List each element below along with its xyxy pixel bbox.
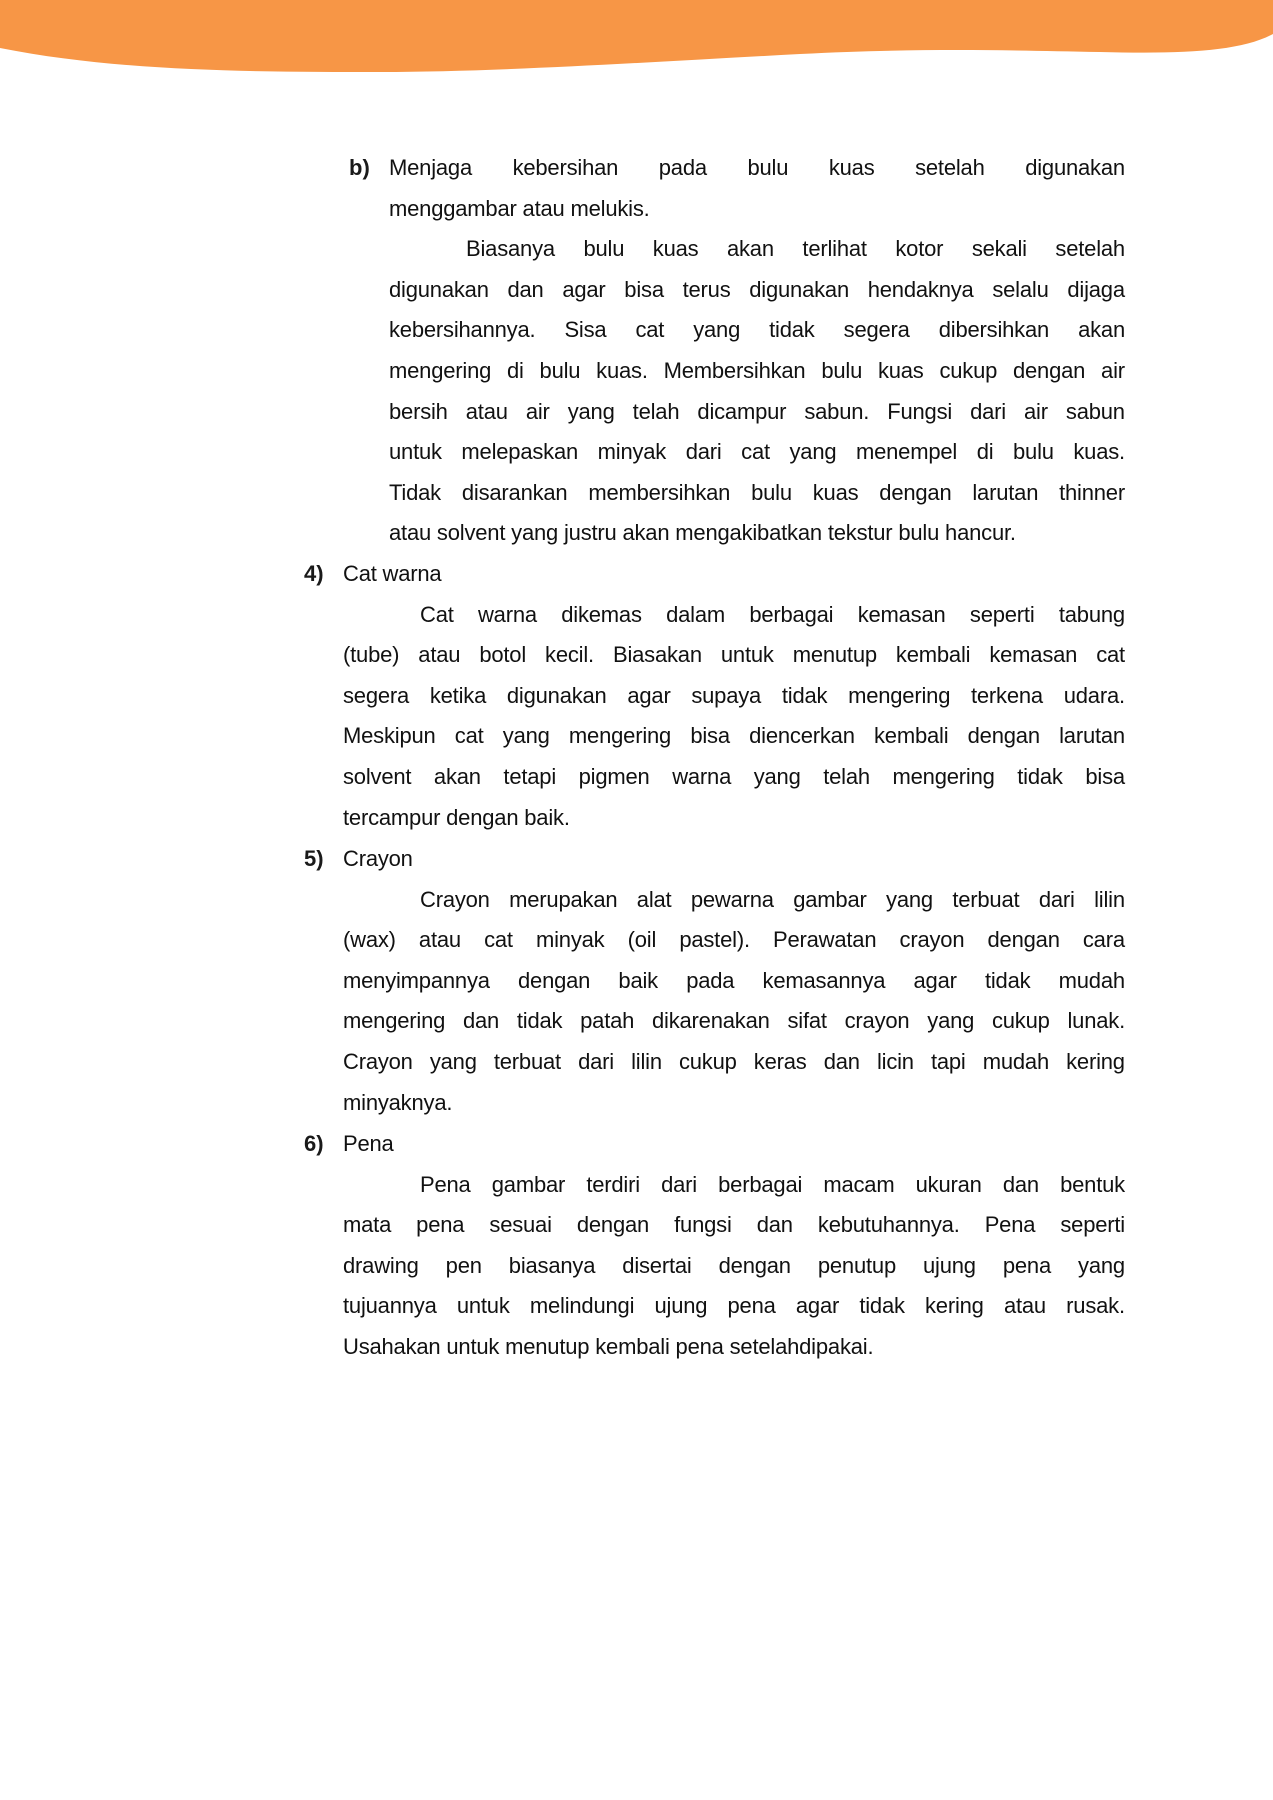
body-text-line: Cat warna dikemas dalam berbagai kemasan seperti tabung: [420, 601, 1125, 627]
body-text-line: Biasanya bulu kuas akan terlihat kotor sekali setelah: [466, 236, 1125, 262]
body-text-line: minyaknya.: [343, 1089, 453, 1115]
body-text-line: digunakan dan agar bisa terus digunakan hendaknya selalu dijaga: [389, 276, 1125, 302]
body-text-line: Usahakan untuk menutup kembali pena setelahdipakai.: [343, 1334, 874, 1359]
list-marker: 5): [304, 846, 324, 871]
body-text-line: mengering di bulu kuas. Membersihkan bulu kuas cukup dengan air: [389, 358, 1125, 383]
item-title: Crayon: [343, 846, 413, 871]
item-title: Pena: [343, 1131, 394, 1156]
body-text-line: atau solvent yang justru akan mengakibatkan tekstur bulu hancur.: [389, 520, 1016, 546]
body-text-line: tujuannya untuk melindungi ujung pena agar tidak kering atau rusak.: [343, 1293, 1125, 1319]
body-text-line: menyimpannya dengan baik pada kemasannya agar tidak mudah: [343, 967, 1125, 993]
body-text-line: Meskipun cat yang mengering bisa diencerkan kembali dengan larutan: [343, 723, 1125, 749]
item-title: Menjaga kebersihan pada bulu kuas setelah digunakan: [389, 155, 1125, 180]
body-text-line: kebersihannya. Sisa cat yang tidak segera dibersihkan akan: [389, 317, 1125, 343]
body-text-line: solvent akan tetapi pigmen warna yang telah mengering tidak bisa: [343, 764, 1125, 789]
item-title: Cat warna: [343, 561, 442, 586]
body-text-line: (wax) atau cat minyak (oil pastel). Perawatan crayon dengan cara: [343, 927, 1125, 953]
body-text-line: (tube) atau botol kecil. Biasakan untuk menutup kembali kemasan cat: [343, 642, 1125, 668]
body-text-line: Crayon merupakan alat pewarna gambar yang terbuat dari lilin: [420, 886, 1125, 912]
list-marker: 4): [304, 561, 324, 586]
body-text-line: untuk melepaskan minyak dari cat yang menempel di bulu kuas.: [389, 439, 1125, 465]
body-text-line: mengering dan tidak patah dikarenakan sifat crayon yang cukup lunak.: [343, 1008, 1125, 1034]
list-marker: 6): [304, 1131, 324, 1156]
list-marker: b): [349, 155, 370, 180]
body-text-line: Tidak disarankan membersihkan bulu kuas dengan larutan thinner: [389, 479, 1125, 505]
body-text-line: drawing pen biasanya disertai dengan penutup ujung pena yang: [343, 1252, 1125, 1278]
body-text-line: bersih atau air yang telah dicampur sabun. Fungsi dari air sabun: [389, 398, 1125, 424]
body-text-line: Pena gambar terdiri dari berbagai macam ukuran dan bentuk: [420, 1171, 1125, 1197]
body-text-line: segera ketika digunakan agar supaya tidak mengering terkena udara.: [343, 682, 1125, 708]
item-title: menggambar atau melukis.: [389, 195, 650, 221]
decorative-header-wave: [0, 0, 1273, 80]
body-text-line: Crayon yang terbuat dari lilin cukup keras dan licin tapi mudah kering: [343, 1049, 1125, 1074]
body-text-line: tercampur dengan baik.: [343, 804, 570, 830]
body-text-line: mata pena sesuai dengan fungsi dan kebutuhannya. Pena seperti: [343, 1212, 1125, 1238]
